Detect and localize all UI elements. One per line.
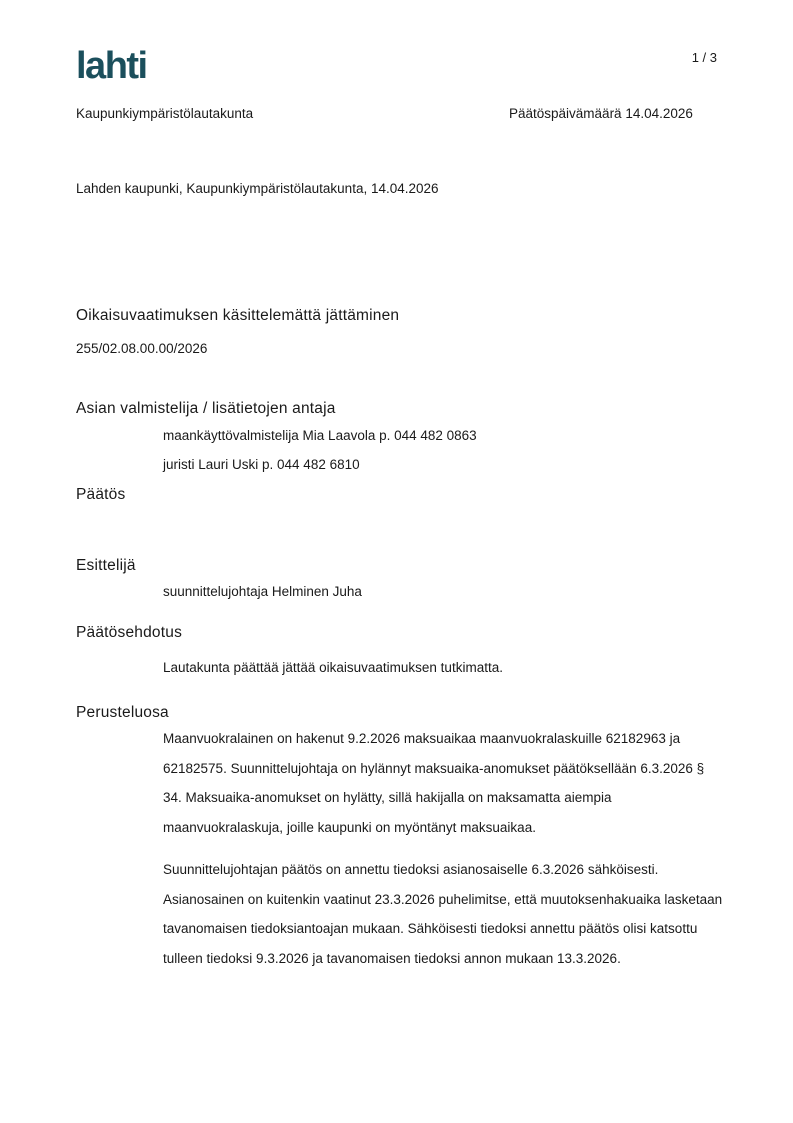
presenter-name: suunnittelujohtaja Helminen Juha	[163, 584, 362, 599]
logo-text: lahti	[76, 47, 147, 83]
rationale-paragraph: Suunnittelujohtajan päätös on annettu tiedoksi asianosaiselle 6.3.2026 sähköisesti. Asianosainen on kuitenkin vaatinut 23.3.2026 puhelimitse, että muutoksenhakuaika lasketaan tavanomaisen tiedoksiantoajan mukaan. Sähköisesti tiedoksi annettu päätös olisi katsottu tulleen tiedoksi 9.3.2026 ja tavanomaisen tiedoksi annon mukaan 13.3.2026.	[163, 862, 723, 966]
presenter-heading: Esittelijä	[76, 557, 136, 574]
rationale-paragraph: Maanvuokralainen on hakenut 9.2.2026 maksuaikaa maanvuokralaskuille 62182963 ja 62182575. Suunnittelujohtaja on hylännyt maksuaika-anomukset päätöksellään 6.3.2026 § 34. Maksuaika-anomukset on hylätty, sillä hakijalla on maksamatta aiempia maanvuokralaskuja, joille kaupunki on myöntänyt maksuaikaa.	[163, 731, 705, 835]
proposal-text: Lautakunta päättää jättää oikaisuvaatimuksen tutkimatta.	[163, 660, 503, 675]
rationale-heading: Perusteluosa	[76, 704, 169, 721]
lahti-logo	[76, 47, 172, 83]
preparers-heading: Asian valmistelija / lisätietojen antaja	[76, 400, 336, 417]
case-title: Oikaisuvaatimuksen käsittelemättä jättäminen	[76, 307, 400, 324]
case-number: 255/02.08.00.00/2026	[76, 341, 208, 356]
committee-name: Kaupunkiympäristölautakunta	[76, 106, 254, 121]
preparer-line: juristi Lauri Uski p. 044 482 6810	[163, 457, 360, 472]
proposal-heading: Päätösehdotus	[76, 624, 183, 641]
page-number: 1 / 3	[691, 50, 717, 65]
decision-heading: Päätös	[76, 486, 126, 503]
preparer-line: maankäyttövalmistelija Mia Laavola p. 044 482 0863	[163, 428, 477, 443]
decision-date: Päätöspäivämäärä 14.04.2026	[509, 106, 693, 121]
meeting-line: Lahden kaupunki, Kaupunkiympäristölautakunta, 14.04.2026	[76, 181, 439, 196]
